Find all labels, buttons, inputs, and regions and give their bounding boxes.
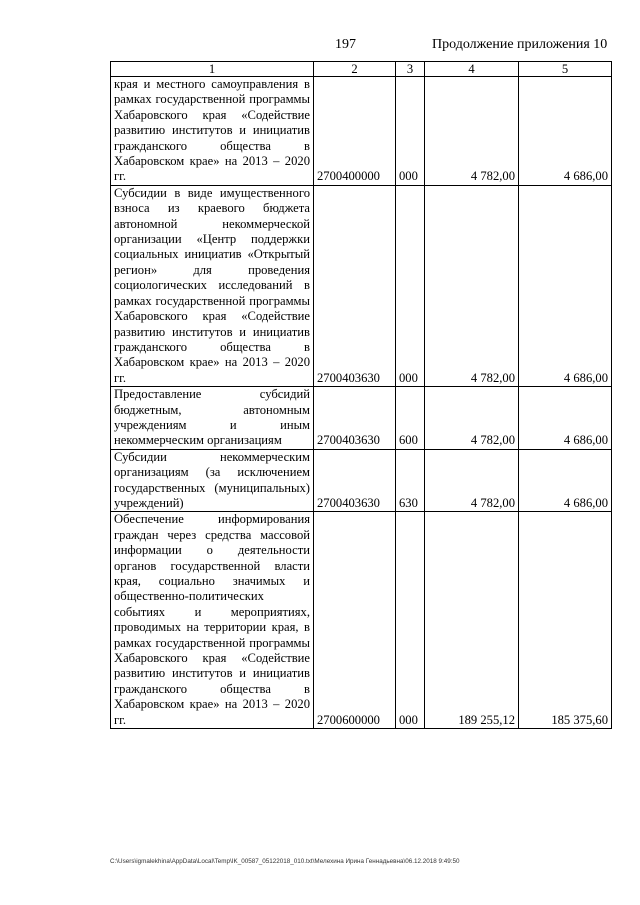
table-header-row <box>111 62 612 77</box>
row-sum-1: 4 782,00 <box>425 387 519 450</box>
row-code: 2700403630 <box>314 387 396 450</box>
row-expense-type: 000 <box>396 77 425 186</box>
row-sum-2: 4 686,00 <box>519 387 612 450</box>
row-name: Предоставление субсидий бюджетным, автономным учреждениям и иным некоммерческим организациям <box>111 387 314 450</box>
row-code: 2700403630 <box>314 449 396 512</box>
table-row <box>111 387 612 450</box>
row-code: 2700403630 <box>314 185 396 386</box>
row-expense-type: 000 <box>396 512 425 729</box>
row-expense-type: 000 <box>396 185 425 386</box>
row-expense-type: 630 <box>396 449 425 512</box>
footer-file-path: C:\Users\igmalekhina\AppData\Local\Temp\IK_00587_05122018_010.txt\Мелехина Ирина Геннадьевна\06.12.2018 9:49:50 <box>110 858 460 865</box>
row-sum-1: 189 255,12 <box>425 512 519 729</box>
row-name: Субсидии в виде имущественного взноса из краевого бюджета автономной некоммерческой организации «Центр поддержки социальных инициатив «Открытый регион» для проведения социологических исследований в рамках государственной программы Хабаровского края «Содействие развитию институтов и инициатив гражданского общества в Хабаровском крае» на 2013 – 2020 гг. <box>111 185 314 386</box>
row-sum-2: 4 686,00 <box>519 449 612 512</box>
row-name: Субсидии некоммерческим организациям (за исключением государственных (муниципальных) учреждений) <box>111 449 314 512</box>
table-row <box>111 77 612 186</box>
row-sum-1: 4 782,00 <box>425 77 519 186</box>
row-name: края и местного самоуправления в рамках государственной программы Хабаровского края «Содействие развитию институтов и инициатив гражданского общества в Хабаровском крае» на 2013 – 2020 гг. <box>111 77 314 186</box>
column-header: 3 <box>396 62 425 77</box>
column-header: 4 <box>425 62 519 77</box>
column-header: 5 <box>519 62 612 77</box>
row-sum-2: 4 686,00 <box>519 77 612 186</box>
column-header: 2 <box>314 62 396 77</box>
table-row <box>111 512 612 729</box>
row-code: 2700600000 <box>314 512 396 729</box>
row-sum-2: 4 686,00 <box>519 185 612 386</box>
row-expense-type: 600 <box>396 387 425 450</box>
continuation-label: Продолжение приложения 10 <box>432 37 608 52</box>
budget-table <box>110 61 612 729</box>
row-code: 2700400000 <box>314 77 396 186</box>
row-name: Обеспечение информирования граждан через средства массовой информации о деятельности органов государственной власти края, социально значимых и общественно-политических событиях и мероприятиях, проводимых на территории края, в рамках государственной программы Хабаровского края «Содействие развитию институтов и инициатив гражданского общества в Хабаровском крае» на 2013 – 2020 гг. <box>111 512 314 729</box>
column-header: 1 <box>111 62 314 77</box>
row-sum-2: 185 375,60 <box>519 512 612 729</box>
row-sum-1: 4 782,00 <box>425 185 519 386</box>
table-row <box>111 185 612 386</box>
row-sum-1: 4 782,00 <box>425 449 519 512</box>
page-number: 197 <box>335 37 356 52</box>
table-row <box>111 449 612 512</box>
